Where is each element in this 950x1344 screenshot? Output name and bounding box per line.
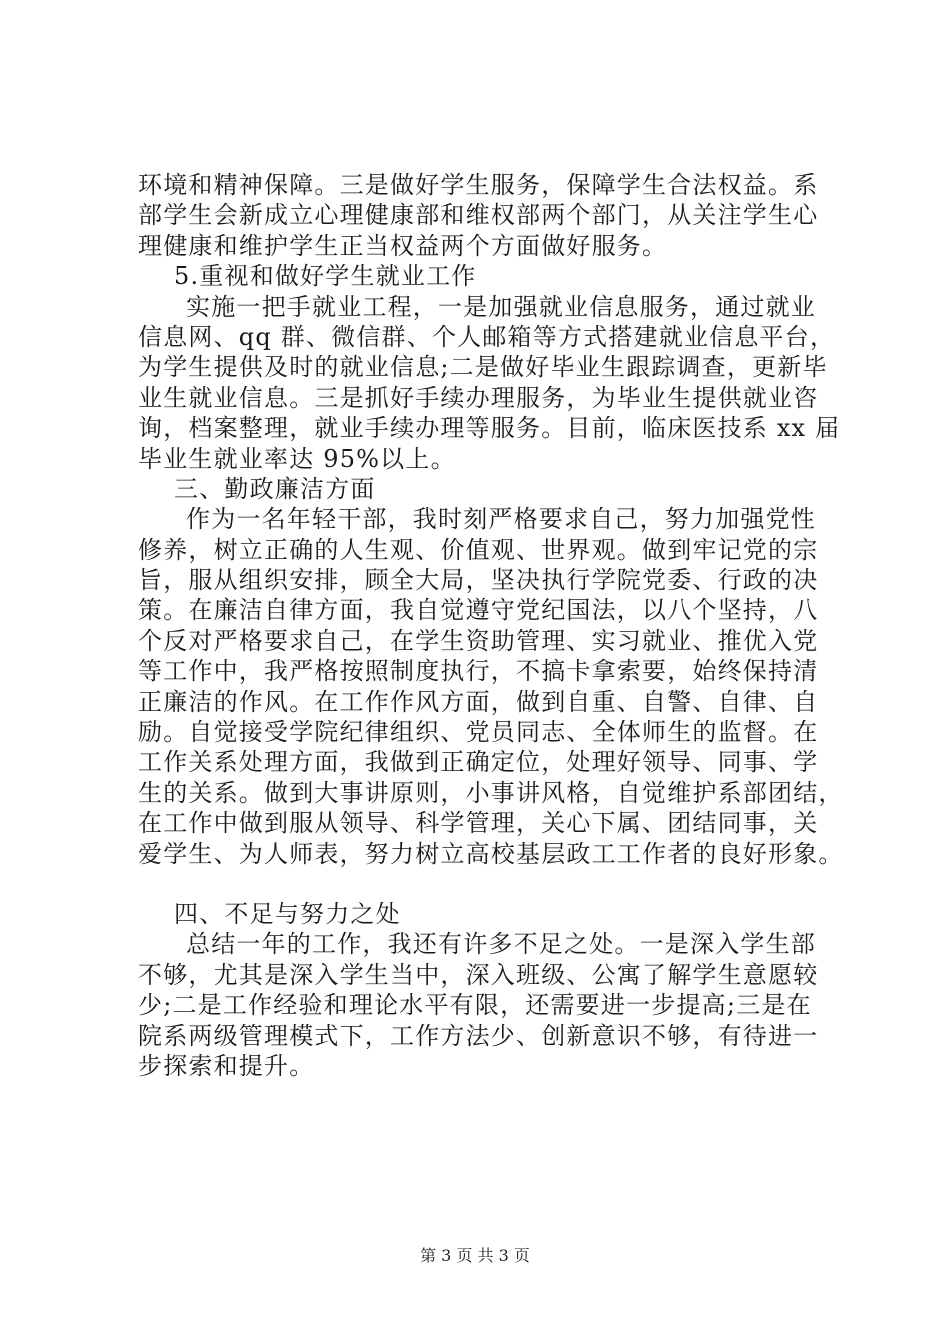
text-line: 生的关系。做到大事讲原则，小事讲风格，自觉维护系部团结， — [138, 778, 844, 807]
text-line: 在工作中做到服从领导、科学管理，关心下属、团结同事，关 — [138, 809, 819, 838]
text-line: 询，档案整理，就业手续办理等服务。目前，临床医技系 xx 届 — [138, 414, 841, 443]
text-line: 励。自觉接受学院纪律组织、党员同志、全体师生的监督。在 — [138, 718, 819, 747]
text-line: 工作关系处理方面，我做到正确定位，处理好领导、同事、学 — [138, 748, 819, 777]
text-line: 策。在廉洁自律方面，我自觉遵守党纪国法，以八个坚持，八 — [138, 596, 819, 625]
text-line: 院系两级管理模式下，工作方法少、创新意识不够，有待进一 — [138, 1021, 819, 1050]
text-line: 毕业生就业率达 95%以上。 — [138, 444, 456, 473]
paragraph-integrity — [138, 504, 848, 869]
text-line: 少;二是工作经验和理论水平有限，还需要进一步提高;三是在 — [138, 991, 812, 1020]
text-line: 作为一名年轻干部，我时刻严格要求自己，努力加强党性 — [186, 505, 816, 534]
text-line: 环境和精神保障。三是做好学生服务，保障学生合法权益。系 — [138, 171, 819, 199]
text-line: 正廉洁的作风。在工作作风方面，做到自重、自警、自律、自 — [138, 687, 819, 716]
text-line: 信息网、qq 群、微信群、个人邮箱等方式搭建就业信息平台， — [138, 322, 836, 351]
document-body — [138, 170, 848, 1081]
text-line: 部学生会新成立心理健康部和维权部两个部门，从关注学生心 — [138, 201, 819, 230]
text-line: 步探索和提升。 — [138, 1051, 315, 1080]
text-line: 爱学生、为人师表，努力树立高校基层政工工作者的良好形象。 — [138, 839, 844, 868]
paragraph-shortcomings — [138, 929, 848, 1081]
text-line: 不够，尤其是深入学生当中，深入班级、公寓了解学生意愿较 — [138, 960, 819, 989]
paragraph-employment — [138, 292, 848, 474]
section-heading-shortcomings: 四、不足与努力之处 — [174, 899, 401, 928]
section-heading-integrity: 三、勤政廉洁方面 — [174, 474, 376, 503]
paragraph-service-continued — [138, 170, 848, 261]
text-line: 总结一年的工作，我还有许多不足之处。一是深入学生部 — [186, 930, 816, 959]
text-line: 等工作中，我严格按照制度执行，不搞卡拿索要，始终保持清 — [138, 657, 819, 686]
text-line: 修养，树立正确的人生观、价值观、世界观。做到牢记党的宗 — [138, 535, 819, 564]
text-line: 业生就业信息。三是抓好手续办理服务，为毕业生提供就业咨 — [138, 383, 819, 412]
page-footer: 第 3 页 共 3 页 — [420, 1246, 530, 1265]
text-line: 理健康和维护学生正当权益两个方面做好服务。 — [138, 231, 668, 260]
section-heading-employment: 5.重视和做好学生就业工作 — [174, 262, 477, 291]
paragraph-spacer — [138, 869, 848, 899]
text-line: 实施一把手就业工程，一是加强就业信息服务，通过就业 — [186, 292, 816, 321]
text-line: 为学生提供及时的就业信息;二是做好毕业生跟踪调查，更新毕 — [138, 353, 828, 382]
text-line: 旨，服从组织安排，顾全大局，坚决执行学院党委、行政的决 — [138, 566, 819, 595]
text-line: 个反对严格要求自己，在学生资助管理、实习就业、推优入党 — [138, 626, 819, 655]
